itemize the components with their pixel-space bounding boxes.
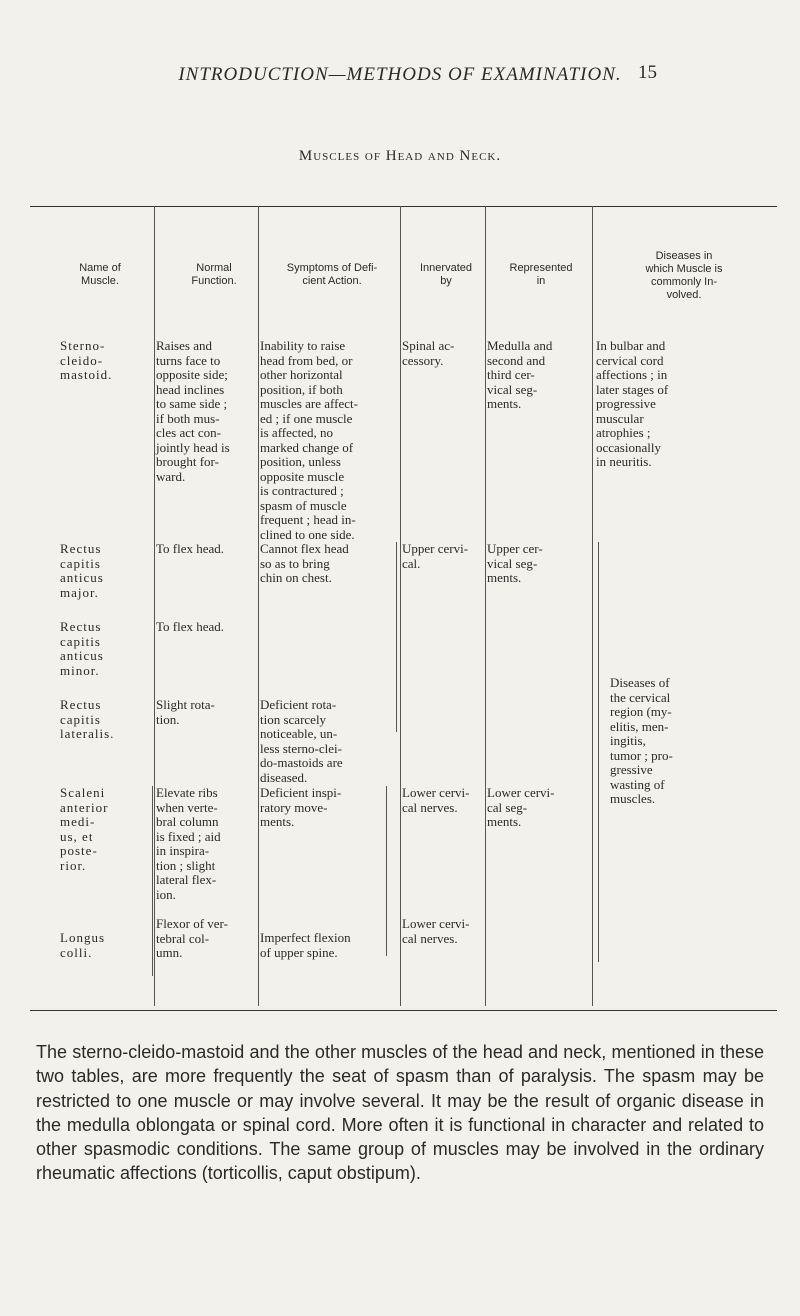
symptoms: Deficient inspi- ratory move- ments. <box>260 785 342 829</box>
header-function: Normal Function. <box>191 262 237 287</box>
column-divider <box>258 206 259 1006</box>
normal-function: Slight rota- tion. <box>156 697 215 727</box>
header-represented: Represented in <box>509 262 573 287</box>
body-paragraph: The sterno-cleido-mastoid and the other muscles of the head and neck, mentioned in these two tables, are more frequently the seat of spasm than of paralysis. The spasm may be restricted to one muscle or may involve several. It may be the result of organic disease in the medulla oblongata or spinal cord. More often it is functional in character and related to other spasmodic conditions. The same group of muscles may be involved in the ordinary rheumatic affections (torticollis, caput obstipum). <box>36 1042 764 1184</box>
table-title: Muscles of Head and Neck. <box>298 148 502 164</box>
muscle-name: Rectus capitis anticus major. <box>60 541 104 600</box>
represented-in: Upper cer- vical seg- ments. <box>487 541 543 585</box>
represented-in: Lower cervi- cal seg- ments. <box>487 785 555 829</box>
normal-function: To flex head. <box>156 541 225 556</box>
column-divider <box>400 206 401 1006</box>
muscle-name: Sterno- cleido- mastoid. <box>60 338 113 382</box>
normal-function: Flexor of ver- tebral col- umn. <box>156 916 228 960</box>
innervated-by: Lower cervi- cal nerves. <box>402 916 470 946</box>
normal-function: Elevate ribs when verte- bral column is fixed ; aid in inspira- tion ; slight lateral flex- ion. <box>156 785 221 902</box>
represented-in: Medulla and second and third cer- vical seg- ments. <box>487 338 553 411</box>
innervated-by: Lower cervi- cal nerves. <box>402 785 470 815</box>
normal-function: Raises and turns face to opposite side; head inclines to same side ; if both mus- cles act con- jointly head is brought for- ward. <box>156 338 230 484</box>
header-innervated: Innervated by <box>420 262 472 287</box>
symptoms: Cannot flex head so as to bring chin on chest. <box>260 541 349 585</box>
normal-function: To flex head. <box>156 619 225 634</box>
muscle-name: Rectus capitis lateralis. <box>60 697 115 741</box>
grouping-brace <box>390 542 397 732</box>
symptoms: Deficient rota- tion scarcely noticeable, un- less sterno-clei- do-mastoids are diseased. <box>260 697 343 785</box>
symptoms: Inability to raise head from bed, or other horizontal position, if both muscles are affect- ed ; if one muscle is affected, no marked change of position, unless opposite muscle is contractured ; spasm of muscle frequent ; head in- clined to one side. <box>260 338 358 542</box>
diseases: Diseases of the cervical region (my- elitis, men- ingitis, tumor ; pro- gressive wasting of muscles. <box>610 675 673 806</box>
innervated-by: Spinal ac- cessory. <box>402 338 455 368</box>
running-head: INTRODUCTION—METHODS OF EXAMINATION. <box>178 64 622 85</box>
column-divider <box>485 206 486 1006</box>
header-symptoms: Symptoms of Defi- cient Action. <box>286 262 378 287</box>
grouping-brace <box>380 786 387 956</box>
symptoms: Imperfect flexion of upper spine. <box>260 930 351 960</box>
table-top-rule <box>30 206 777 207</box>
grouping-brace <box>148 786 153 976</box>
innervated-by: Upper cervi- cal. <box>402 541 469 571</box>
column-divider <box>592 206 593 1006</box>
header-name: Name of Muscle. <box>79 262 121 287</box>
grouping-brace <box>598 542 605 962</box>
muscle-name: Scaleni anterior medi- us, et poste- rior. <box>60 785 109 873</box>
muscle-name: Rectus capitis anticus minor. <box>60 619 104 678</box>
header-diseases: Diseases in which Muscle is commonly In- volved. <box>645 250 723 301</box>
page-number: 15 <box>638 62 657 83</box>
table-bottom-rule <box>30 1010 777 1011</box>
diseases: In bulbar and cervical cord affections ; in later stages of progressive muscular atrophies ; occasionally in neuritis. <box>596 338 669 469</box>
muscle-name: Longus colli. <box>60 930 105 960</box>
column-divider <box>154 206 155 1006</box>
